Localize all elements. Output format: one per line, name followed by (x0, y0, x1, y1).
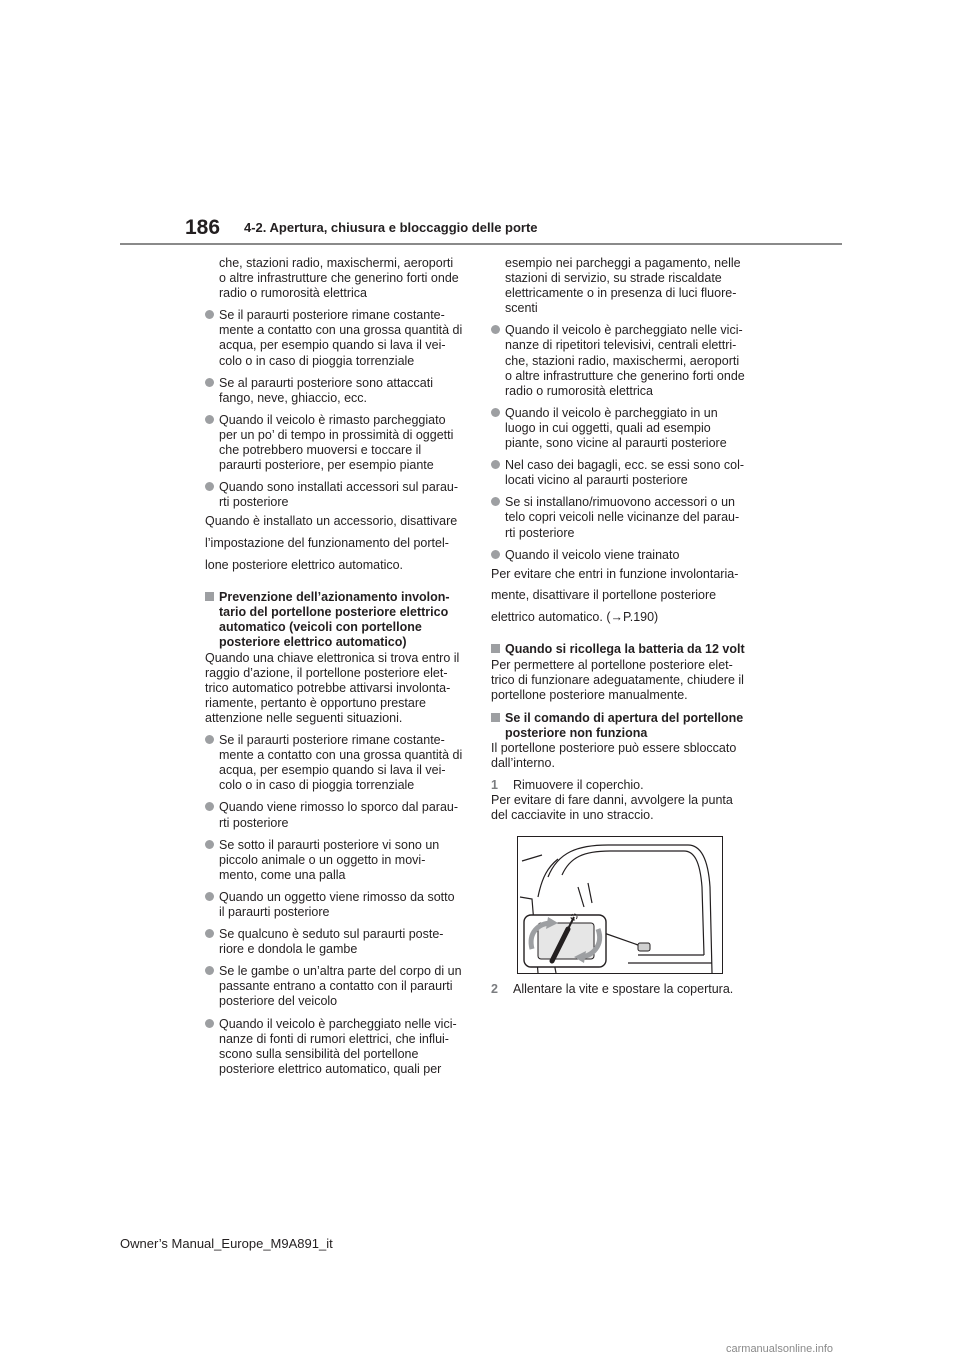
bullet-item: Quando sono installati accessori sul parau-rti posteriore (205, 480, 463, 510)
tailgate-cover-illustration (517, 836, 723, 974)
bullet-dot-icon (205, 966, 214, 975)
bullet-item: Se le gambe o un’altra parte del corpo di un passante entrano a contatto con il paraurti posteriore del veicolo (205, 964, 463, 1009)
bullet-dot-icon (491, 325, 500, 334)
tailgate-illustration-graphic (518, 837, 722, 973)
bullet-item: Se il paraurti posteriore rimane costante-mente a contatto con una grossa quantità di acqua, per esempio quando si lava il vei-colo o in caso di pioggia torrenziale (205, 733, 463, 793)
step-number: 1 (491, 778, 498, 793)
watermark: carmanualsonline.info (726, 1343, 834, 1355)
note-line: elettrico automatico. (→P.190) (491, 609, 659, 624)
step-1: 1 Rimuovere il coperchio. (491, 778, 644, 793)
bullet-item: Quando il veicolo è rimasto parcheggiato per un po’ di tempo in prossimità di oggetti che potrebbero muoversi e toccare il paraurti posteriore, per esempio piante (205, 413, 463, 473)
bullet-dot-icon (205, 378, 214, 387)
bullet-dot-icon (205, 735, 214, 744)
note-line: lone posteriore elettrico automatico. (205, 557, 404, 572)
intro-paragraph: Quando una chiave elettronica si trova entro il raggio d’azione, il portellone posteriore elet-trico automatico potrebbe attivarsi involonta-riamente, pertanto è opportuno prestare attenzione nelle seguenti situazioni. (205, 650, 460, 725)
bullet-dot-icon (491, 408, 500, 417)
bullet-item: Quando viene rimosso lo sporco dal parau-rti posteriore (205, 800, 463, 830)
note-line: mente, disattivare il portellone posteriore (491, 588, 717, 603)
bullet-item: Quando un oggetto viene rimosso da sotto il paraurti posteriore (205, 890, 463, 920)
heading-square-icon (491, 713, 500, 722)
heading-square-icon (205, 592, 214, 601)
section-heading: Quando si ricollega la batteria da 12 volt (491, 642, 749, 657)
note-line: l’impostazione del funzionamento del portel- (205, 536, 449, 550)
step-1-note: Per evitare di fare danni, avvolgere la punta del cacciavite in uno straccio. (491, 793, 733, 823)
step-number: 2 (491, 981, 498, 996)
bullet-dot-icon (205, 929, 214, 938)
battery-paragraph: Per permettere al portellone posteriore elet-trico di funzionare adeguatamente, chiudere il portellone posteriore manualmente. (491, 657, 744, 702)
bullet-item: Se si installano/rimuovono accessori o un telo copri veicoli nelle vicinanze del parau-rti posteriore (491, 495, 749, 540)
section-heading: Prevenzione dell’azionamento involon-tario del portellone posteriore elettrico automatico (veicoli con portellone posteriore elettrico automatico) (205, 590, 463, 650)
step-2: 2 Allentare la vite e spostare la copertura. (491, 981, 734, 996)
bullet-dot-icon (205, 802, 214, 811)
note-line: Per evitare che entri in funzione involontaria- (491, 566, 739, 581)
section-heading: Se il comando di apertura del portellone posteriore non funziona (491, 711, 749, 741)
page-number: 186 (185, 216, 221, 239)
bullet-item: Se qualcuno è seduto sul paraurti poste-riore e dondola le gambe (205, 927, 463, 957)
bullet-dot-icon (491, 497, 500, 506)
continued-text: esempio nei parcheggi a pagamento, nelle stazioni di servizio, su strade riscaldate elettricamente o in presenza di luci fluore-scenti (505, 256, 741, 316)
bullet-dot-icon (205, 892, 214, 901)
manual-id: Owner’s Manual_Europe_M9A891_it (120, 1236, 333, 1251)
bullet-dot-icon (491, 460, 500, 469)
bullet-item: Se sotto il paraurti posteriore vi sono un piccolo animale o un oggetto in movi-mento, come una palla (205, 838, 463, 883)
bullet-item: Se al paraurti posteriore sono attaccati fango, neve, ghiaccio, ecc. (205, 376, 463, 406)
bullet-item: Quando il veicolo è parcheggiato nelle vici-nanze di fonti di rumori elettrici, che influi-scono sulla sensibilità del portellone posteriore elettrico automatico, quali per (205, 1017, 463, 1077)
header-divider (120, 243, 842, 245)
bullet-item: Quando il veicolo è parcheggiato in un luogo in cui oggetti, quali ad esempio piante, sono vicine al paraurti posteriore (491, 406, 749, 451)
bullet-dot-icon (205, 415, 214, 424)
bullet-dot-icon (205, 1019, 214, 1028)
right-column (491, 256, 749, 997)
continued-text: che, stazioni radio, maxischermi, aeroporti o altre infrastrutture che generino forti onde radio o rumorosità elettrica (219, 256, 459, 301)
bullet-dot-icon (205, 310, 214, 319)
left-column (205, 256, 463, 1084)
note-line: Quando è installato un accessorio, disattivare (205, 514, 458, 529)
bullet-item: Quando il veicolo è parcheggiato nelle vici-nanze di ripetitori televisivi, centrali elettri-che, stazioni radio, maxischermi, aeroporti o altre infrastrutture che generino forti onde radio o rumorosità elettrica (491, 323, 749, 398)
switch-paragraph: Il portellone posteriore può essere sbloccato dall’interno. (491, 741, 737, 771)
bullet-item: Nel caso dei bagagli, ecc. se essi sono col-locati vicino al paraurti posteriore (491, 458, 749, 488)
section-title: 4-2. Apertura, chiusura e bloccaggio delle porte (244, 220, 538, 235)
bullet-dot-icon (205, 840, 214, 849)
heading-square-icon (491, 644, 500, 653)
bullet-item: Se il paraurti posteriore rimane costante-mente a contatto con una grossa quantità di acqua, per esempio quando si lava il vei-colo o in caso di pioggia torrenziale (205, 308, 463, 368)
bullet-dot-icon (205, 482, 214, 491)
bullet-item: Quando il veicolo viene trainato (491, 548, 749, 563)
bullet-dot-icon (491, 550, 500, 559)
